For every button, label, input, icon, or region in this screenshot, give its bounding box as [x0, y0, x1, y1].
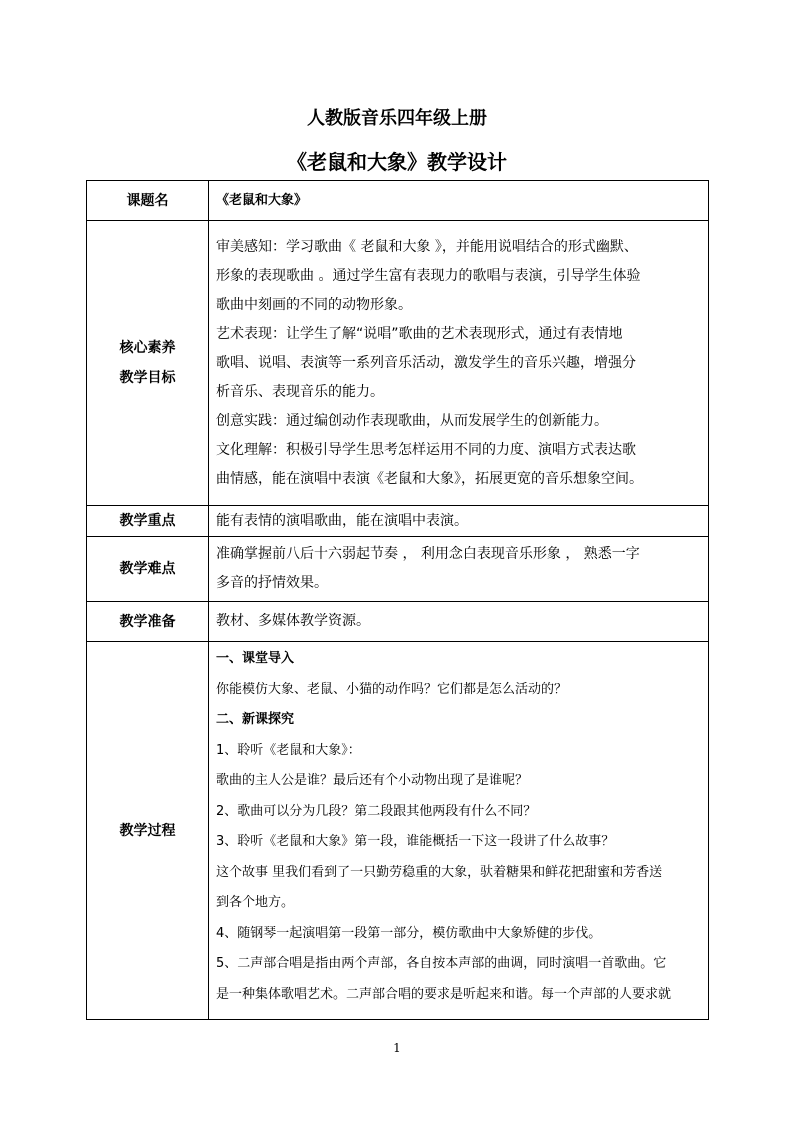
- process-line: 这个故事 里我们看到了一只勤劳稳重的大象，驮着糖果和鲜花把甜蜜和芳香送: [216, 864, 663, 880]
- value-difficulty: [209, 537, 709, 602]
- row-topic: [87, 181, 709, 221]
- goal-line: 形象的表现歌曲 。通过学生富有表现力的歌唱与表演，引导学生体验: [216, 267, 641, 284]
- process-line: 到各个地方。: [216, 895, 295, 910]
- value-key-points: [209, 506, 709, 537]
- row-preparation: [87, 602, 709, 642]
- goal-line: 歌唱、说唱、表演等一系列音乐活动，激发学生的音乐兴趣，增强分: [216, 354, 636, 371]
- process-heading: 二、新课探究: [216, 712, 295, 727]
- label-process: 教学过程: [87, 642, 209, 1020]
- goal-line: 艺术表现：让学生了解“说唱”歌曲的艺术表现形式，通过有表情地: [216, 325, 623, 342]
- process-line: 2、歌曲可以分为几段？第二段跟其他两段有什么不同？: [216, 803, 537, 819]
- process-line: 4、随钢琴一起演唱第一段第一部分，模仿歌曲中大象矫健的步伐。: [216, 925, 602, 941]
- process-line: 你能模仿大象、老鼠、小猫的动作吗？它们都是怎么活动的？: [216, 681, 568, 697]
- row-process: [87, 642, 709, 1020]
- difficulty-line: 准确掌握前八后十六弱起节奏 ， 利用念白表现音乐形象 ， 熟悉一字: [216, 546, 640, 562]
- topic-value: 《老鼠和大象》: [216, 193, 308, 208]
- label-difficulty: 教学难点: [87, 537, 209, 602]
- value-topic: [209, 181, 709, 221]
- goal-line: 审美感知：学习歌曲《 老鼠和大象 》，并能用说唱结合的形式幽默、: [216, 238, 638, 255]
- process-heading: 一、课堂导入: [216, 651, 295, 666]
- page-number: 1: [393, 1041, 401, 1055]
- value-preparation: [209, 602, 709, 642]
- goal-line: 曲情感，能在演唱中表演《老鼠和大象》，拓展更宽的音乐想象空间。: [216, 470, 643, 487]
- label-topic: 课题名: [87, 181, 209, 221]
- preparation-text: 教材、多媒体教学资源。: [216, 613, 370, 629]
- row-key-points: [87, 506, 709, 537]
- goal-line: 歌曲中刻画的不同的动物形象。: [216, 296, 412, 313]
- label-goals-line1: 核心素养: [119, 340, 176, 356]
- document-title: 人教版音乐四年级上册: [307, 108, 487, 129]
- label-goals-line2: 教学目标: [119, 370, 176, 386]
- process-line: 3、聆听《老鼠和大象》第一段，谁能概括一下这一段讲了什么故事？: [216, 834, 615, 849]
- label-preparation: 教学准备: [87, 602, 209, 642]
- row-difficulty: [87, 537, 709, 602]
- goal-line: 析音乐、表现音乐的能力。: [216, 383, 384, 400]
- value-process: [209, 642, 709, 1020]
- lesson-plan-table: [86, 180, 709, 1020]
- goal-line: 创意实践：通过编创动作表现歌曲，从而发展学生的创新能力。: [216, 412, 608, 429]
- row-goals: [87, 221, 709, 506]
- key-points-text: 能有表情的演唱歌曲，能在演唱中表演。: [216, 512, 468, 529]
- value-goals: [209, 221, 709, 506]
- process-line: 5、二声部合唱是指由两个声部，各自按本声部的曲调，同时演唱一首歌曲。它: [216, 956, 667, 971]
- process-line: 1、聆听《老鼠和大象》：: [216, 742, 361, 758]
- goal-line: 文化理解：积极引导学生思考怎样运用不同的力度、演唱方式表达歌: [216, 441, 636, 458]
- process-line: 是一种集体歌唱艺术。二声部合唱的要求是听起来和谐。每一个声部的人要求就: [216, 986, 672, 1002]
- process-line: 歌曲的主人公是谁？最后还有个小动物出现了是谁呢？: [216, 773, 529, 788]
- difficulty-line: 多音的抒情效果。: [216, 575, 328, 591]
- document-subtitle: 《老鼠和大象》教学设计: [287, 150, 507, 174]
- label-goals: [87, 221, 209, 506]
- label-key-points: 教学重点: [87, 506, 209, 537]
